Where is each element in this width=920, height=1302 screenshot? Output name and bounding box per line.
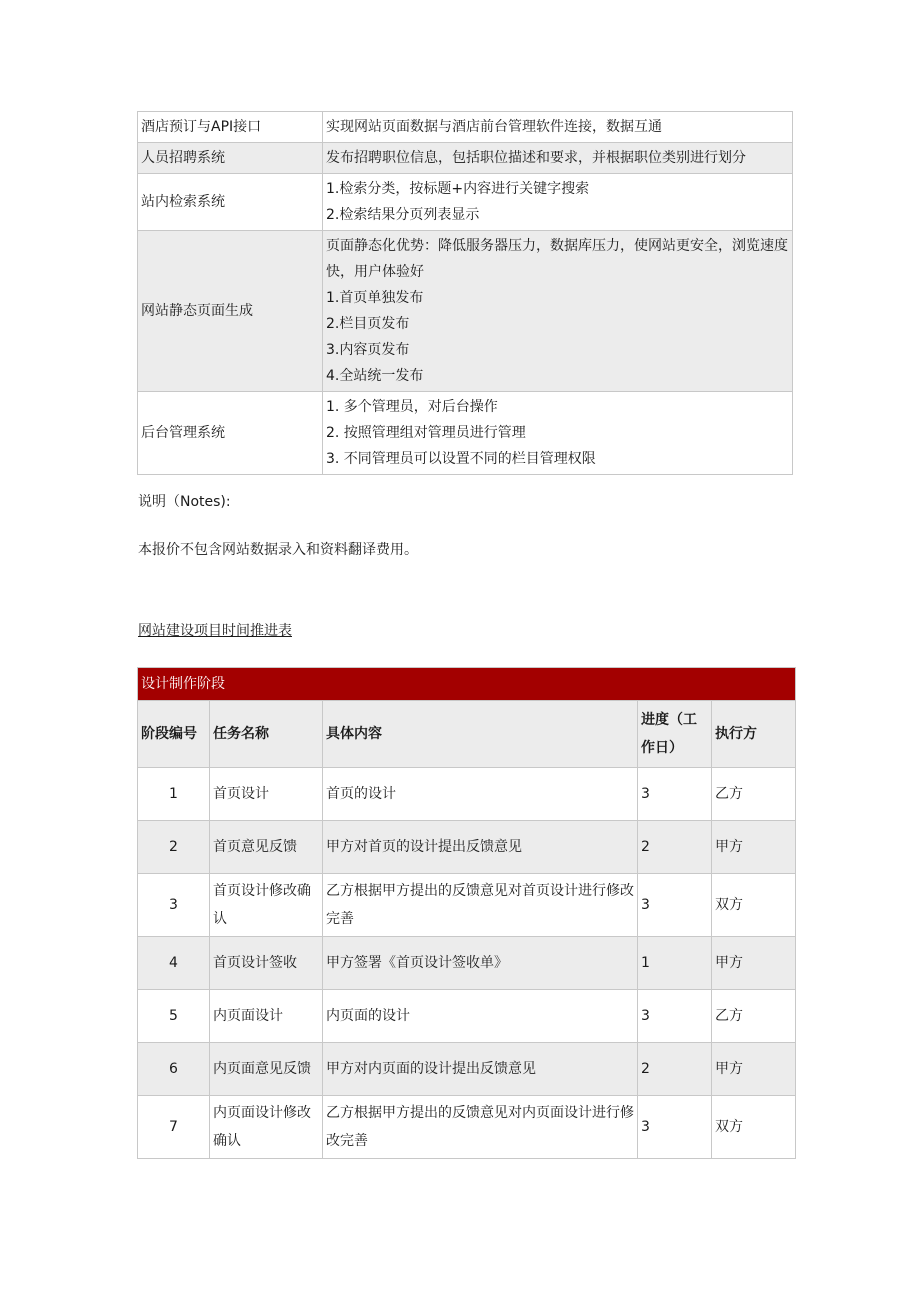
- cell-task: 首页意见反馈: [210, 821, 323, 874]
- cell-no: 6: [138, 1043, 210, 1096]
- cell-task: 内页面意见反馈: [210, 1043, 323, 1096]
- cell-days: 1: [638, 937, 712, 990]
- feature-desc-line: 2.检索结果分页列表显示: [326, 207, 480, 223]
- phase-title: 设计制作阶段: [138, 668, 796, 701]
- feature-desc-line: 1. 多个管理员，对后台操作: [326, 399, 498, 415]
- feature-desc-line: 3. 不同管理员可以设置不同的栏目管理权限: [326, 451, 596, 467]
- cell-no: 5: [138, 990, 210, 1043]
- header-task: 任务名称: [210, 701, 323, 768]
- cell-content: 甲方对内页面的设计提出反馈意见: [323, 1043, 638, 1096]
- table-row: [138, 821, 796, 874]
- feature-desc-line: 发布招聘职位信息，包括职位描述和要求，并根据职位类别进行划分: [326, 150, 746, 166]
- header-row: [138, 701, 796, 768]
- cell-content: 乙方根据甲方提出的反馈意见对内页面设计进行修改完善: [323, 1096, 638, 1159]
- cell-no: 1: [138, 768, 210, 821]
- cell-no: 3: [138, 874, 210, 937]
- feature-name: 酒店预订与API接口: [138, 112, 323, 143]
- cell-owner: 乙方: [712, 990, 796, 1043]
- cell-task: 首页设计: [210, 768, 323, 821]
- cell-content: 首页的设计: [323, 768, 638, 821]
- cell-days: 2: [638, 1043, 712, 1096]
- feature-desc-line: 1.首页单独发布: [326, 290, 424, 306]
- cell-days: 3: [638, 874, 712, 937]
- header-owner: 执行方: [712, 701, 796, 768]
- cell-owner: 甲方: [712, 821, 796, 874]
- feature-desc-line: 2. 按照管理组对管理员进行管理: [326, 425, 526, 441]
- table-row: [138, 990, 796, 1043]
- feature-table: [137, 111, 793, 475]
- feature-desc-line: 页面静态化优势：降低服务器压力，数据库压力，使网站更安全，浏览速度快，用户体验好: [326, 238, 788, 280]
- feature-name: 后台管理系统: [138, 392, 323, 475]
- cell-owner: 乙方: [712, 768, 796, 821]
- feature-desc: [323, 392, 793, 475]
- table-row: [138, 937, 796, 990]
- cell-owner: 甲方: [712, 937, 796, 990]
- cell-days: 2: [638, 821, 712, 874]
- feature-name: 网站静态页面生成: [138, 231, 323, 392]
- feature-desc: [323, 112, 793, 143]
- feature-name: 站内检索系统: [138, 174, 323, 231]
- feature-desc-line: 实现网站页面数据与酒店前台管理软件连接，数据互通: [326, 119, 662, 135]
- cell-content: 甲方对首页的设计提出反馈意见: [323, 821, 638, 874]
- feature-desc-line: 2.栏目页发布: [326, 316, 410, 332]
- feature-row: [138, 392, 793, 475]
- cell-no: 7: [138, 1096, 210, 1159]
- cell-content: 内页面的设计: [323, 990, 638, 1043]
- schedule-table: [137, 667, 796, 1159]
- feature-name: 人员招聘系统: [138, 143, 323, 174]
- feature-desc-line: 4.全站统一发布: [326, 368, 424, 384]
- phase-row: [138, 668, 796, 701]
- cell-owner: 双方: [712, 874, 796, 937]
- header-no: 阶段编号: [138, 701, 210, 768]
- feature-desc-line: 3.内容页发布: [326, 342, 410, 358]
- table-row: [138, 768, 796, 821]
- notes-label: 说明（Notes):: [138, 494, 231, 510]
- table-row: [138, 1096, 796, 1159]
- cell-owner: 双方: [712, 1096, 796, 1159]
- header-content: 具体内容: [323, 701, 638, 768]
- feature-row: [138, 143, 793, 174]
- feature-desc: [323, 231, 793, 392]
- feature-row: [138, 174, 793, 231]
- cell-days: 3: [638, 1096, 712, 1159]
- table-row: [138, 874, 796, 937]
- cell-content: 乙方根据甲方提出的反馈意见对首页设计进行修改完善: [323, 874, 638, 937]
- cell-task: 内页面设计: [210, 990, 323, 1043]
- cell-task: 内页面设计修改确认: [210, 1096, 323, 1159]
- cell-content: 甲方签署《首页设计签收单》: [323, 937, 638, 990]
- notes-text: 本报价不包含网站数据录入和资料翻译费用。: [138, 542, 418, 558]
- cell-no: 2: [138, 821, 210, 874]
- schedule-title-link[interactable]: 网站建设项目时间推进表: [138, 623, 292, 639]
- feature-desc: [323, 143, 793, 174]
- feature-desc: [323, 174, 793, 231]
- cell-days: 3: [638, 990, 712, 1043]
- cell-task: 首页设计修改确认: [210, 874, 323, 937]
- table-row: [138, 1043, 796, 1096]
- cell-days: 3: [638, 768, 712, 821]
- header-days: 进度（工作日）: [638, 701, 712, 768]
- cell-owner: 甲方: [712, 1043, 796, 1096]
- feature-desc-line: 1.检索分类，按标题+内容进行关键字搜索: [326, 181, 590, 197]
- feature-row: [138, 231, 793, 392]
- cell-task: 首页设计签收: [210, 937, 323, 990]
- cell-no: 4: [138, 937, 210, 990]
- feature-row: [138, 112, 793, 143]
